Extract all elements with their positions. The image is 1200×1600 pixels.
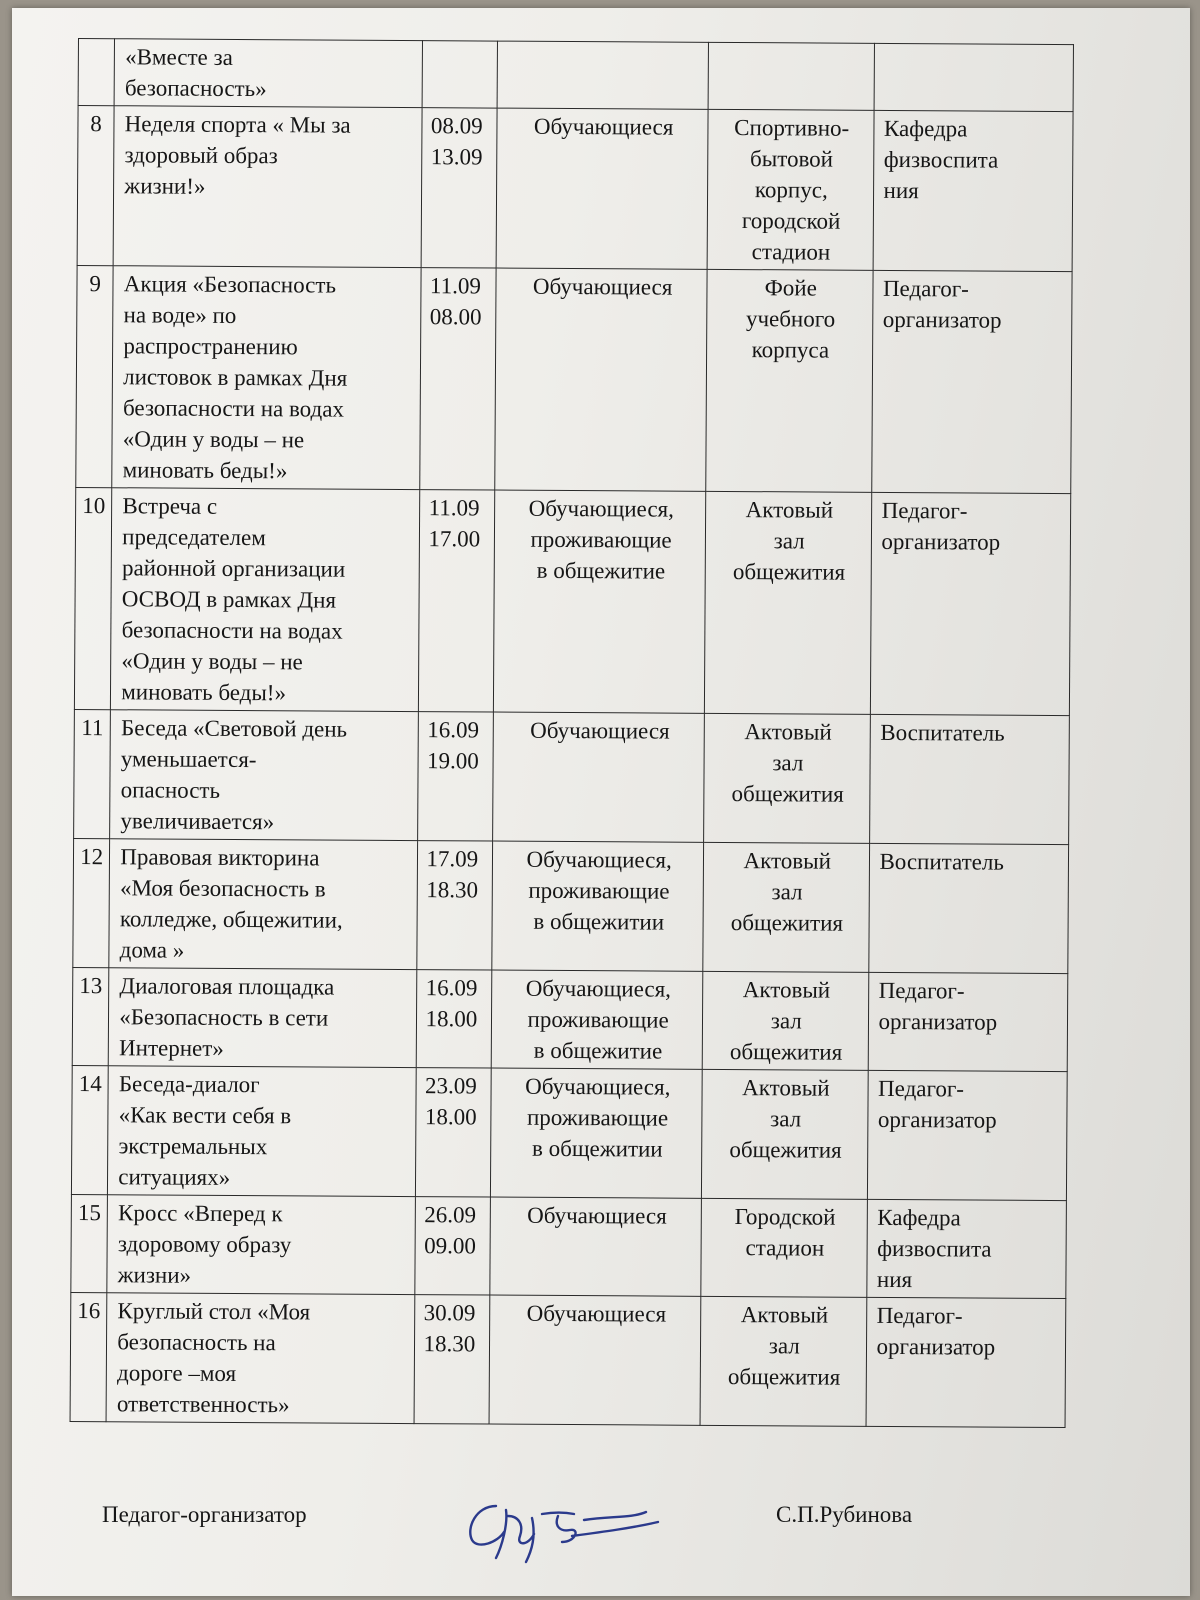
- responsible-cell: [866, 1297, 1066, 1427]
- cell-text-line: районной организации: [121, 555, 346, 582]
- cell-text-line: безопасность»: [124, 75, 267, 102]
- cell-text: 8: [90, 111, 102, 137]
- cell-text-line: Обучающиеся: [533, 113, 674, 140]
- responsible-cell: [873, 110, 1073, 271]
- cell-text-line: «Как вести себя в: [118, 1102, 292, 1129]
- table-row: [78, 39, 1073, 112]
- venue-cell: [704, 491, 871, 714]
- cell-text-line: Воспитатель: [879, 848, 1004, 875]
- cell-text-line: Беседа-диалог: [118, 1071, 260, 1098]
- cell-text-line: Кафедра: [877, 1204, 961, 1231]
- cell-text-line: зал: [770, 1008, 802, 1034]
- cell-text-line: Обучающиеся,: [528, 495, 674, 522]
- row-number-cell: [78, 39, 115, 106]
- cell-text-line: Кросс «Вперед к: [117, 1200, 283, 1227]
- cell-text-line: в общежитии: [531, 1135, 663, 1162]
- cell-text-line: председателем: [122, 524, 266, 551]
- cell-text-line: 17.00: [428, 526, 481, 552]
- cell-text-line: «Безопасность в сети: [119, 1004, 329, 1031]
- responsible-cell: [870, 492, 1071, 715]
- venue-cell: [703, 842, 869, 972]
- table-row: [76, 265, 1072, 493]
- responsible-cell: [871, 270, 1072, 493]
- cell-text-line: 08.09: [430, 113, 483, 139]
- row-number-cell: [76, 265, 114, 487]
- row-number-cell: [74, 709, 111, 838]
- cell-text-line: общежития: [730, 910, 844, 936]
- cell-text-line: проживающие: [527, 1006, 669, 1033]
- cell-text-line: ОСВОД в рамках Дня: [121, 586, 337, 613]
- cell-text-line: безопасность на: [117, 1329, 276, 1356]
- cell-text-line: 13.09: [430, 144, 483, 170]
- cell-text: 14: [78, 1071, 102, 1097]
- cell-text-line: стадион: [745, 1235, 825, 1261]
- cell-text-line: 18.00: [425, 1006, 478, 1032]
- cell-text-line: физвоспита: [883, 146, 999, 173]
- schedule-table-body: [70, 39, 1073, 1428]
- cell-text-line: 30.09: [423, 1300, 476, 1326]
- cell-text-line: Обучающиеся,: [525, 975, 672, 1002]
- participants-cell: [495, 268, 707, 491]
- event-name-cell: [109, 839, 418, 970]
- event-name-cell: [107, 1195, 416, 1295]
- table-row: [74, 487, 1070, 715]
- cell-text-line: Педагог-: [881, 497, 968, 524]
- event-date-cell: [415, 1197, 490, 1295]
- row-number-cell: [73, 838, 110, 967]
- row-number-cell: [70, 1292, 107, 1421]
- table-row: [71, 1065, 1067, 1200]
- cell-text-line: Спортивно-: [734, 115, 850, 141]
- cell-text-line: городской: [741, 208, 841, 234]
- venue-cell: [701, 1069, 867, 1199]
- cell-text-line: 11.09: [429, 273, 481, 299]
- cell-text-line: организатор: [876, 1333, 996, 1360]
- cell-text-line: дороге –моя: [117, 1360, 237, 1386]
- event-name-cell: [112, 266, 422, 490]
- participants-cell: [493, 712, 705, 842]
- row-number-cell: [77, 106, 114, 266]
- event-name-cell: [108, 968, 417, 1068]
- responsible-cell: [874, 43, 1074, 111]
- cell-text-line: листовок в рамках Дня: [123, 364, 348, 391]
- cell-text-line: ния: [876, 1266, 913, 1293]
- document-sheet: [12, 8, 1190, 1596]
- cell-text-line: общежития: [731, 781, 844, 807]
- cell-text-line: 08.00: [429, 304, 482, 330]
- table-row: [77, 106, 1073, 272]
- cell-text-line: организатор: [881, 528, 1001, 555]
- cell-text-line: «Один у воды – не: [122, 426, 305, 453]
- cell-text: 11: [81, 715, 104, 741]
- cell-text-line: Фойе: [764, 275, 817, 301]
- cell-text-line: в общежитии: [533, 908, 665, 935]
- cell-text-line: 18.30: [423, 1331, 476, 1357]
- event-date-cell: [416, 1068, 492, 1197]
- cell-text-line: 09.00: [424, 1233, 476, 1259]
- cell-text-line: Неделя спорта « Мы за: [124, 111, 351, 138]
- venue-cell: [700, 1296, 866, 1426]
- cell-text-line: физвоспита: [877, 1235, 992, 1262]
- participants-cell: [496, 108, 708, 269]
- responsible-cell: [868, 972, 1068, 1071]
- cell-text-line: Педагог-: [878, 1075, 965, 1102]
- cell-text-line: 16.09: [427, 717, 480, 743]
- participants-cell: [490, 1197, 701, 1296]
- cell-text-line: жизни»: [117, 1262, 192, 1288]
- cell-text-line: в общежитие: [533, 1037, 663, 1064]
- cell-text-line: организатор: [882, 306, 1002, 333]
- participants-cell: [492, 841, 704, 971]
- handwritten-signature-icon: [462, 1496, 662, 1566]
- cell-text: 16: [77, 1298, 101, 1324]
- cell-text-line: «Моя безопасность в: [119, 875, 326, 902]
- table-row: [72, 967, 1068, 1071]
- event-name-cell: [108, 1066, 417, 1197]
- event-date-cell: [415, 1295, 491, 1424]
- cell-text-line: дома »: [119, 937, 185, 963]
- cell-text-line: 18.00: [424, 1104, 477, 1130]
- cell-text-line: здоровому образу: [117, 1231, 292, 1258]
- cell-text-line: здоровый образ: [124, 142, 278, 169]
- cell-text: 15: [77, 1200, 102, 1226]
- event-name-cell: [106, 1293, 415, 1424]
- cell-text-line: Обучающиеся: [530, 717, 670, 744]
- event-date-cell: [417, 841, 493, 970]
- cell-text-line: Актовый: [745, 497, 834, 523]
- cell-text-line: Обучающиеся: [532, 273, 673, 300]
- cell-text: 10: [82, 493, 106, 519]
- cell-text-line: Обучающиеся: [527, 1202, 667, 1229]
- cell-text-line: Интернет»: [119, 1035, 224, 1061]
- venue-cell: [706, 269, 873, 492]
- cell-text-line: 19.00: [427, 748, 479, 774]
- cell-text-line: общежития: [729, 1039, 843, 1065]
- cell-text-line: общежития: [729, 1136, 842, 1163]
- cell-text-line: проживающие: [528, 877, 670, 904]
- event-date-cell: [418, 712, 494, 841]
- cell-text-line: увеличивается»: [120, 808, 275, 835]
- participants-cell: [491, 970, 702, 1069]
- cell-text-line: 26.09: [424, 1202, 477, 1228]
- cell-text-line: зал: [771, 879, 803, 905]
- participants-cell: [494, 490, 706, 713]
- cell-text-line: Педагог-: [878, 977, 965, 1004]
- cell-text-line: «Один у воды – не: [121, 648, 303, 675]
- cell-text-line: общежития: [727, 1363, 841, 1390]
- footer-person-name: С.П.Рубинова: [776, 1502, 913, 1527]
- cell-text-line: миновать беды!»: [121, 679, 287, 706]
- cell-text-line: ния: [883, 177, 919, 204]
- cell-text-line: 23.09: [425, 1073, 477, 1099]
- cell-text-line: экстремальных: [118, 1133, 268, 1160]
- cell-text-line: Актовый: [742, 977, 831, 1003]
- venue-cell: [708, 42, 874, 110]
- cell-text-line: зал: [770, 1106, 802, 1132]
- participants-cell: [497, 41, 708, 109]
- cell-text-line: общежития: [732, 559, 846, 585]
- cell-text-line: корпус,: [754, 177, 828, 203]
- row-number-cell: [74, 487, 112, 709]
- cell-text-line: 17.09: [426, 846, 479, 872]
- event-date-cell: [419, 490, 495, 712]
- cell-text-line: распространению: [123, 333, 298, 360]
- cell-text-line: на воде» по: [123, 302, 237, 328]
- footer-role: Педагог-организатор: [102, 1502, 307, 1527]
- cell-text-line: зал: [773, 528, 805, 554]
- cell-text-line: Круглый стол «Моя: [117, 1298, 311, 1325]
- venue-cell: [704, 713, 870, 843]
- responsible-cell: [869, 714, 1069, 844]
- cell-text-line: зал: [772, 750, 804, 776]
- cell-text-line: жизни!»: [124, 173, 206, 199]
- row-number-cell: [71, 1194, 108, 1292]
- schedule-table: [70, 38, 1074, 1428]
- responsible-cell: [867, 1070, 1067, 1200]
- event-name-cell: [111, 488, 421, 712]
- cell-text-line: Актовый: [744, 719, 832, 745]
- event-date-cell: [423, 41, 498, 108]
- participants-cell: [489, 1295, 701, 1425]
- row-number-cell: [72, 967, 109, 1065]
- cell-text: 13: [79, 973, 103, 999]
- cell-text: 12: [80, 844, 104, 870]
- cell-text-line: Обучающиеся: [526, 1300, 667, 1327]
- cell-text-line: миновать беды!»: [122, 457, 288, 484]
- cell-text-line: ситуациях»: [118, 1164, 231, 1190]
- cell-text-line: организатор: [877, 1106, 997, 1133]
- event-date-cell: [420, 268, 496, 490]
- table-row: [70, 1292, 1066, 1427]
- cell-text-line: безопасности на водах: [122, 395, 345, 422]
- cell-text-line: стадион: [751, 239, 831, 265]
- responsible-cell: [866, 1199, 1066, 1298]
- cell-text-line: «Вместе за: [125, 44, 233, 70]
- cell-text-line: Актовый: [740, 1302, 829, 1328]
- cell-text-line: Обучающиеся,: [525, 1073, 671, 1100]
- responsible-cell: [868, 843, 1068, 973]
- venue-cell: [702, 971, 868, 1070]
- table-row: [73, 838, 1069, 973]
- cell-text-line: Акция «Безопасность: [123, 271, 337, 298]
- cell-text-line: колледже, общежитии,: [119, 906, 343, 933]
- cell-text-line: проживающие: [526, 1104, 669, 1131]
- cell-text-line: Встреча с: [122, 493, 218, 519]
- event-name-cell: [113, 106, 422, 268]
- event-name-cell: [110, 710, 419, 841]
- table-row: [74, 709, 1070, 844]
- cell-text-line: Городской: [734, 1204, 836, 1230]
- cell-text-line: в общежитие: [536, 557, 666, 584]
- cell-text-line: Кафедра: [883, 115, 968, 142]
- cell-text-line: учебного: [745, 306, 836, 332]
- cell-text-line: 11.09: [428, 495, 480, 521]
- table-row: [71, 1194, 1067, 1298]
- cell-text-line: уменьшается-: [120, 746, 257, 773]
- event-name-cell: [114, 39, 423, 108]
- cell-text-line: Актовый: [742, 1075, 830, 1101]
- cell-text-line: проживающие: [530, 526, 672, 553]
- venue-cell: [707, 109, 873, 270]
- cell-text-line: ответственность»: [116, 1391, 290, 1418]
- cell-text-line: Педагог-: [876, 1302, 963, 1329]
- cell-text-line: опасность: [120, 777, 221, 803]
- event-date-cell: [422, 108, 498, 268]
- cell-text-line: Воспитатель: [880, 719, 1005, 746]
- cell-text-line: безопасности на водах: [121, 617, 343, 644]
- cell-text-line: 16.09: [425, 975, 478, 1001]
- cell-text-line: Педагог-: [882, 275, 969, 302]
- cell-text-line: Обучающиеся,: [526, 846, 672, 873]
- participants-cell: [491, 1068, 703, 1198]
- cell-text: 9: [89, 271, 101, 297]
- event-date-cell: [417, 970, 492, 1068]
- row-number-cell: [71, 1065, 108, 1194]
- cell-text-line: корпуса: [751, 337, 830, 363]
- cell-text-line: бытовой: [750, 146, 834, 172]
- cell-text-line: организатор: [878, 1008, 998, 1035]
- cell-text-line: 18.30: [426, 877, 479, 903]
- venue-cell: [701, 1198, 867, 1297]
- cell-text-line: Беседа «Световой день: [120, 715, 348, 742]
- cell-text-line: Правовая викторина: [120, 844, 320, 871]
- cell-text-line: Диалоговая площадка: [119, 973, 335, 1000]
- cell-text-line: Актовый: [743, 848, 832, 874]
- cell-text-line: зал: [768, 1333, 800, 1359]
